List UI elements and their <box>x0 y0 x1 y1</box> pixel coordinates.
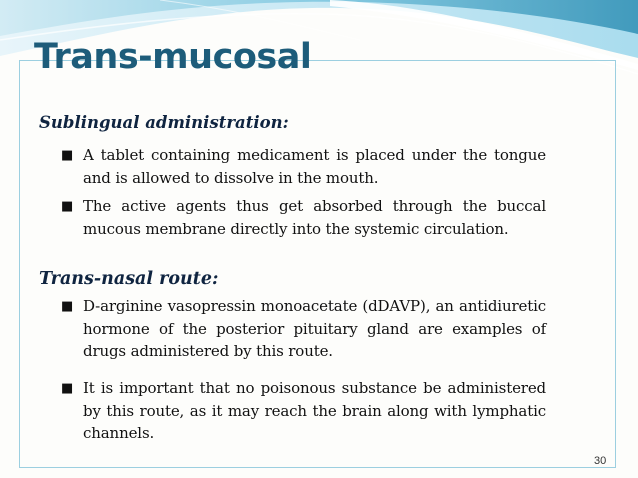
bullet-item <box>61 295 546 363</box>
bullet-text: D-arginine vasopressin monoacetate (dDAVP), an antidiuretic hormone of the posterior pituitary gland are examples of drugs administered by this route. <box>83 297 546 360</box>
bullet-text: The active agents thus get absorbed through the buccal mucous membrane directly into the systemic circulation. <box>83 197 546 238</box>
square-bullet-icon: ■ <box>61 381 74 396</box>
square-bullet-icon: ■ <box>61 299 74 314</box>
section-heading-sublingual: Sublingual administration: <box>39 113 289 132</box>
square-bullet-icon: ■ <box>61 148 74 163</box>
bullet-text: It is important that no poisonous substance be administered by this route, as it may reach the brain along with lymphatic channels. <box>83 379 546 442</box>
bullet-item <box>61 144 546 189</box>
square-bullet-icon: ■ <box>61 199 74 214</box>
page-number: 30 <box>594 455 607 467</box>
bullet-text: A tablet containing medicament is placed under the tongue and is allowed to dissolve in the mouth. <box>83 146 546 187</box>
bullet-item <box>61 377 546 445</box>
bullet-item <box>61 195 546 240</box>
slide-title: Trans-mucosal <box>34 37 312 77</box>
section-heading-trans-nasal: Trans-nasal route: <box>39 269 219 289</box>
